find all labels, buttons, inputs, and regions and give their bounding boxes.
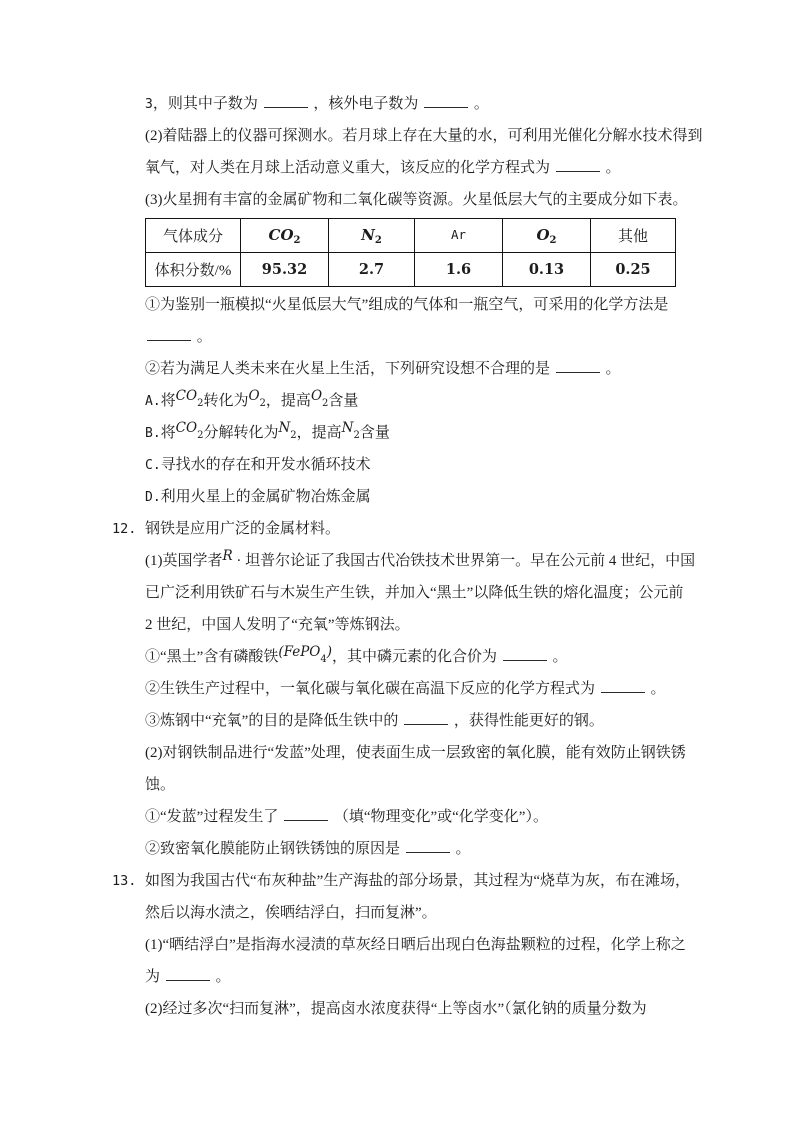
text-segment: 寻找水的存在和开发水循环技术 (160, 457, 371, 473)
text-line (145, 289, 746, 321)
document-body (112, 88, 746, 1025)
text-line (145, 609, 746, 641)
text-segment: 0.25 (615, 260, 651, 278)
table-cell (146, 219, 241, 253)
chemical-formula: R (222, 548, 233, 564)
text-segment: 1.6 (445, 260, 472, 278)
text-segment: ，则其中子数为 (152, 96, 262, 112)
text-segment: (2)着陆器上的仪器可探测水。若月球上存在大量的水，可利用光催化分解水技术得到 (145, 128, 703, 144)
answer-blank (556, 357, 600, 373)
chemical-formula: 2 (353, 430, 360, 441)
text-segment: (1)英国学者 (145, 553, 223, 569)
text-segment: 。 (548, 649, 568, 665)
table-header-row (146, 219, 676, 253)
text-line (145, 321, 746, 353)
text-line (145, 545, 746, 577)
answer-blank (284, 805, 328, 821)
text-segment: 。 (470, 96, 489, 112)
text-line (145, 705, 746, 737)
table-cell (241, 253, 329, 287)
text-line (145, 88, 746, 120)
chemical-formula: O (248, 388, 260, 404)
text-line (145, 481, 746, 513)
text-segment: 。 (193, 329, 212, 345)
text-line (145, 961, 746, 993)
text-segment: 。 (601, 361, 621, 377)
text-segment: 95.32 (261, 260, 308, 278)
text-segment: 氧气，对人类在月球上活动意义重大，该反应的化学方程式为 (145, 160, 554, 176)
text-segment: 蚀。 (145, 777, 176, 793)
text-line (145, 929, 746, 961)
text-segment: 2.7 (358, 260, 385, 278)
text-line (145, 769, 746, 801)
text-segment: 3 (145, 97, 153, 112)
text-line (145, 577, 746, 609)
text-segment: ①为鉴别一瓶模拟“火星低层大气”组成的气体和一瓶空气，可采用的化学方法是 (145, 297, 669, 313)
text-line (145, 737, 746, 769)
answer-blank (264, 92, 308, 108)
text-segment: 分解转化为 (203, 425, 279, 441)
text-line (145, 801, 746, 833)
text-segment: ①“发蓝”过程发生了 (145, 809, 283, 825)
chemical-formula: N (341, 420, 354, 436)
chemical-formula: 2 (322, 398, 329, 409)
text-segment: ，核外电子数为 (309, 96, 423, 112)
table-cell (241, 219, 329, 253)
chemical-formula: O (536, 226, 550, 244)
text-segment: ②若为满足人类未来在火星上生活，下列研究设想不合理的是 (145, 361, 554, 377)
text-segment: 。 (451, 841, 471, 857)
chemical-formula: 2 (293, 235, 301, 246)
text-segment: （填“物理变化”或“化学变化”）。 (330, 809, 548, 825)
text-segment: (2)对钢铁制品进行“发蓝”处理，使表面生成一层致密的氧化膜，能有效防止钢铁锈 (145, 745, 686, 761)
text-segment: 将 (160, 425, 176, 441)
text-segment: C. (145, 458, 161, 473)
text-segment: ，其中磷元素的化合价为 (332, 649, 501, 665)
text-segment: 如图为我国古代“布灰种盐”生产海盐的部分场景，其过程为“烧草为灰，布在滩场， (145, 873, 690, 889)
text-segment: 其他 (617, 229, 648, 245)
text-line (145, 673, 746, 705)
chemical-formula: 2 (290, 430, 297, 441)
text-segment: 含量 (359, 425, 390, 441)
text-segment: ，获得性能更好的钢。 (450, 713, 604, 729)
chemical-formula: 2 (549, 235, 557, 246)
mars-atmosphere-table (145, 218, 676, 287)
text-line (145, 385, 746, 417)
text-segment: 然后以海水渍之，俟晒结浮白，扫而复淋”。 (145, 905, 437, 921)
text-segment: 利用火星上的金属矿物冶炼金属 (160, 489, 371, 505)
answer-blank (404, 709, 448, 725)
text-line (145, 353, 746, 385)
text-segment: 2 世纪，中国人发明了“充氧”等炼钢法。 (145, 617, 410, 633)
text-segment: 。 (646, 681, 666, 697)
text-segment: 。 (601, 160, 621, 176)
text-segment: 0.13 (528, 260, 565, 278)
text-segment: (3)火星拥有丰富的金属矿物和二氧化碳等资源。火星低层大气的主要成分如下表。 (145, 192, 688, 208)
table-cell (415, 219, 503, 253)
answer-blank (503, 645, 547, 661)
table-row (146, 253, 676, 287)
text-line (145, 184, 746, 216)
table-cell (591, 253, 676, 287)
text-segment: Ar (450, 227, 467, 242)
chemical-formula: CO (268, 226, 294, 244)
text-segment: D. (145, 490, 161, 505)
text-segment: ，提高 (296, 425, 342, 441)
table-cell (415, 253, 503, 287)
chemical-formula: ) (326, 644, 333, 660)
text-segment: A. (145, 394, 161, 409)
table-cell (146, 253, 241, 287)
text-line (145, 152, 746, 184)
text-segment: ②生铁生产过程中，一氧化碳与氧化碳在高温下反应的化学方程式为 (145, 681, 599, 697)
answer-blank (424, 92, 468, 108)
chemical-formula: 2 (197, 398, 204, 409)
text-segment: ，提高 (265, 393, 311, 409)
text-line (145, 897, 746, 929)
text-segment: 将 (160, 393, 176, 409)
answer-blank (147, 325, 191, 341)
text-segment: 钢铁是应用广泛的金属材料。 (145, 521, 341, 537)
chemical-formula: CO (175, 420, 198, 436)
text-segment: 转化为 (203, 393, 249, 409)
table-cell (591, 219, 676, 253)
answer-blank (601, 677, 645, 693)
text-line (145, 120, 746, 152)
question-number: 13. (112, 873, 137, 889)
chemical-formula: O (310, 388, 323, 404)
text-line (145, 993, 746, 1025)
text-segment: (1)“晒结浮白”是指海水浸渍的草灰经日晒后出现白色海盐颗粒的过程，化学上称之 (145, 937, 686, 953)
answer-blank (166, 965, 210, 981)
answer-blank (406, 837, 450, 853)
text-segment: 。 (211, 969, 231, 985)
table-cell (329, 219, 415, 253)
text-segment: ②致密氧化膜能防止钢铁锈蚀的原因是 (145, 841, 404, 857)
text-segment: 为 (145, 969, 164, 985)
chemical-formula: N (278, 420, 291, 436)
table-cell (503, 253, 591, 287)
text-segment: B. (145, 426, 161, 441)
text-line (145, 641, 746, 673)
chemical-formula: 2 (259, 398, 266, 409)
text-line (145, 833, 746, 865)
chemical-formula: (FePO (278, 644, 321, 660)
text-segment: 含量 (328, 393, 359, 409)
question-start-line (112, 513, 746, 545)
question-number: 12. (112, 521, 137, 537)
chemical-formula: CO (175, 388, 198, 404)
answer-blank (556, 156, 600, 172)
text-segment: ①“黑土”含有磷酸铁 (145, 649, 279, 665)
text-line (145, 449, 746, 481)
chemical-formula: N (361, 226, 375, 244)
chemical-formula: 2 (197, 430, 204, 441)
text-segment: ③炼钢中“充氧”的目的是降低生铁中的 (145, 713, 403, 729)
text-line (145, 417, 746, 449)
chemical-formula: 2 (374, 235, 382, 246)
text-segment: 体积分数/% (154, 263, 232, 279)
text-segment: 气体成分 (162, 229, 223, 245)
text-segment: 已广泛利用铁矿石与木炭生产生铁，并加入“黑土”以降低生铁的熔化温度；公元前 (145, 585, 684, 601)
text-segment: (2)经过多次“扫而复淋”，提高卤水浓度获得“上等卤水”（氯化钠的质量分数为 (145, 1001, 647, 1017)
table-cell (329, 253, 415, 287)
chemical-formula: 4 (320, 654, 327, 665)
question-start-line (112, 865, 746, 897)
table-cell (503, 219, 591, 253)
text-segment: · 坦普尔论证了我国古代冶铁技术世界第一。早在公元前 4 世纪，中国 (232, 553, 696, 569)
